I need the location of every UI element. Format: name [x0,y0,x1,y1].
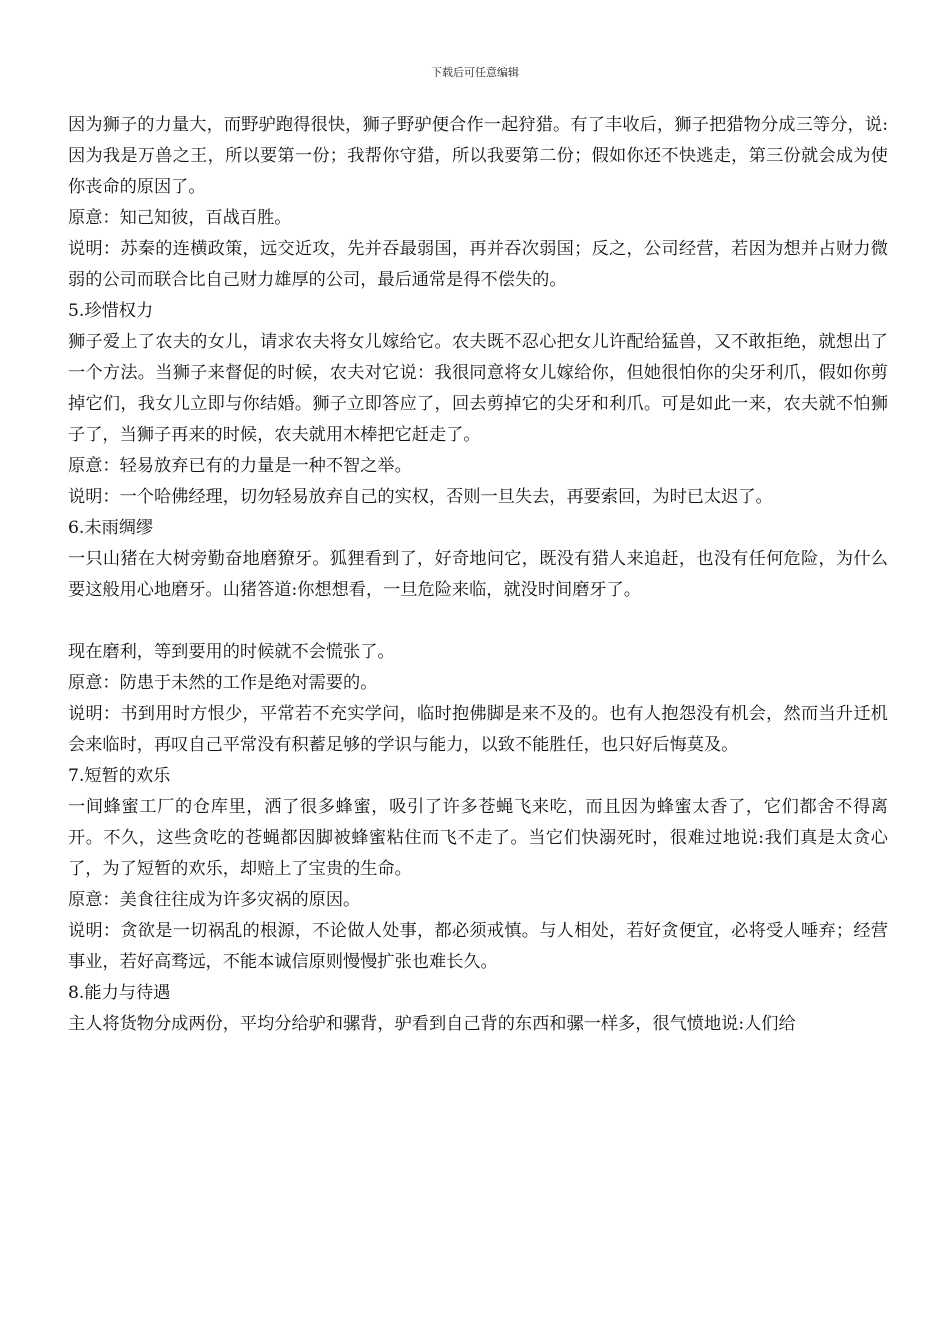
story-paragraph: 现在磨利，等到要用的时候就不会慌张了。 [68,642,395,662]
section-heading: 7.短暂的欢乐 [68,766,171,786]
section-heading: 5.珍惜权力 [68,301,154,321]
meaning-line: 原意：轻易放弃已有的力量是一种不智之举。 [68,456,412,476]
story-paragraph: 一只山猪在大树旁勤奋地磨獠牙。狐狸看到了，好奇地问它，既没有猎人来追赶，也没有任何危险，为什么要这般用心地磨牙。山猪答道:你想想看，一旦危险来临，就没时间磨牙了。 [68,549,888,600]
meaning-line: 原意：美食往往成为许多灾祸的原因。 [68,890,361,910]
story-paragraph: 因为狮子的力量大，而野驴跑得很快，狮子野驴便合作一起狩猎。有了丰收后，狮子把猎物分成三等分，说:因为我是万兽之王，所以要第一份；我帮你守猎，所以我要第二份；假如你还不快逃走，第三份就会成为使你丧命的原因了。 [68,115,888,197]
meaning-line: 原意：防患于未然的工作是绝对需要的。 [68,673,378,693]
story-paragraph: 狮子爱上了农夫的女儿，请求农夫将女儿嫁给它。农夫既不忍心把女儿许配给猛兽，又不敢拒绝，就想出了一个方法。当狮子来督促的时候，农夫对它说：我很同意将女儿嫁给你，但她很怕你的尖牙利爪，假如你剪掉它们，我女儿立即与你结婚。狮子立即答应了，回去剪掉它的尖牙和利爪。可是如此一来，农夫就不怕狮子了，当狮子再来的时候，农夫就用木棒把它赶走了。 [68,332,888,445]
section-heading: 8.能力与待遇 [68,983,171,1003]
explanation-paragraph: 说明：贪欲是一切祸乱的根源，不论做人处事，都必须戒慎。与人相处，若好贪便宜，必将受人唾弃；经营事业，若好高骛远，不能本诚信原则慢慢扩张也难长久。 [68,921,888,972]
explanation-paragraph: 说明：书到用时方恨少，平常若不充实学问，临时抱佛脚是来不及的。也有人抱怨没有机会，然而当升迁机会来临时，再叹自己平常没有积蓄足够的学识与能力，以致不能胜任，也只好后悔莫及。 [68,704,888,755]
story-paragraph: 一间蜂蜜工厂的仓库里，洒了很多蜂蜜，吸引了许多苍蝇飞来吃，而且因为蜂蜜太香了，它们都舍不得离开。不久，这些贪吃的苍蝇都因脚被蜂蜜粘住而飞不走了。当它们快溺死时，很难过地说:我们真是太贪心了，为了短暂的欢乐，却赔上了宝贵的生命。 [68,797,888,879]
section-heading: 6.未雨绸缪 [68,518,154,538]
explanation-paragraph: 说明：苏秦的连横政策，远交近攻，先并吞最弱国，再并吞次弱国；反之，公司经营，若因为想并占财力微弱的公司而联合比自己财力雄厚的公司，最后通常是得不偿失的。 [68,239,888,290]
document-body [68,110,888,1040]
meaning-line: 原意：知己知彼，百战百胜。 [68,208,292,228]
page-header: 下载后可任意编辑 [431,66,519,79]
blank-line [68,606,888,637]
explanation-paragraph: 说明：一个哈佛经理，切勿轻易放弃自己的实权，否则一旦失去，再要索回，为时已太迟了。 [68,487,773,507]
story-paragraph: 主人将货物分成两份，平均分给驴和骡背，驴看到自己背的东西和骡一样多，很气愤地说:人们给 [68,1014,796,1034]
